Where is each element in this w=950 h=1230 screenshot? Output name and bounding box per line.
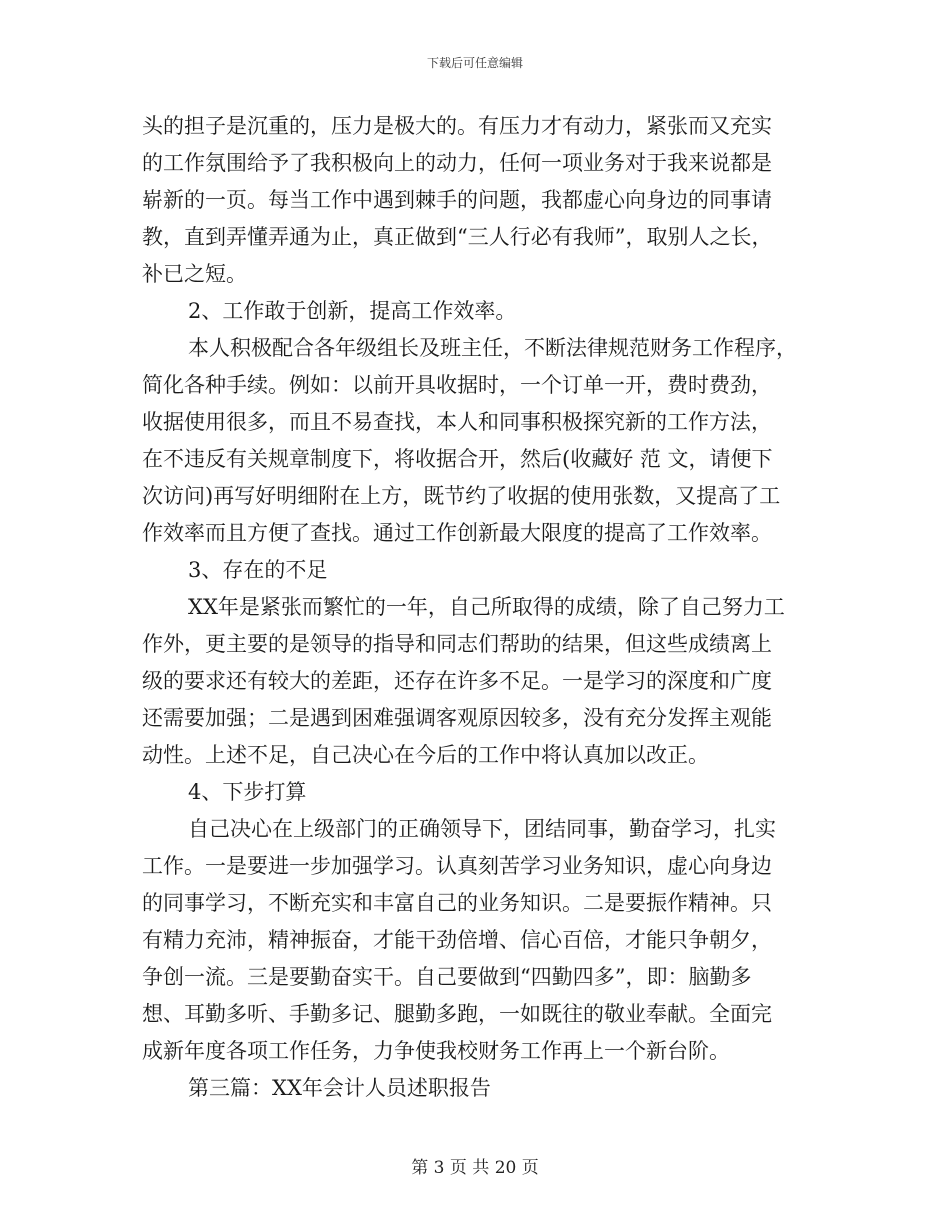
text-line: 教，直到弄懂弄通为止，真正做到“三人行必有我师”，取别人之长， (142, 225, 773, 249)
text-line: 想、耳勤多听、手勤多记、腿勤多跑，一如既往的敬业奉献。全面完 (142, 1002, 772, 1026)
text-line: 有精力充沛，精神振奋，才能干劲倍增、信心百倍，才能只争朝夕， (142, 928, 772, 952)
text-line: 还需要加强；二是遇到困难强调客观原因较多，没有充分发挥主观能 (142, 706, 772, 730)
text-line: 的同事学习，不断充实和丰富自己的业务知识。二是要振作精神。只 (142, 891, 772, 915)
text-line: 第三篇：XX年会计人员述职报告 (188, 1076, 491, 1100)
text-line: 崭新的一页。每当工作中遇到棘手的问题，我都虚心向身边的同事请 (142, 188, 772, 212)
text-line: 工作。一是要进一步加强学习。认真刻苦学习业务知识，虚心向身边 (142, 854, 772, 878)
text-line: 争创一流。三是要勤奋实干。自己要做到“四勤四多”，即：脑勤多 (142, 965, 752, 989)
text-line: 头的担子是沉重的，压力是极大的。有压力才有动力，紧张而又充实 (142, 114, 772, 138)
text-line: 补已之短。 (142, 262, 247, 286)
text-line: 本人积极配合各年级组长及班主任，不断法律规范财务工作程序， (188, 336, 797, 360)
text-line: 3、存在的不足 (188, 558, 328, 582)
text-line: 级的要求还有较大的差距，还存在许多不足。一是学习的深度和广度 (142, 669, 772, 693)
text-line: 收据使用很多，而且不易查找，本人和同事积极探究新的工作方法， (142, 410, 772, 434)
text-line: 作外，更主要的是领导的指导和同志们帮助的结果，但这些成绩离上 (142, 632, 772, 656)
text-line: 的工作氛围给予了我积极向上的动力，任何一项业务对于我来说都是 (142, 151, 772, 175)
text-line: 成新年度各项工作任务，力争使我校财务工作再上一个新台阶。 (142, 1039, 730, 1063)
text-line: XX年是紧张而繁忙的一年，自己所取得的成绩，除了自己努力工 (188, 595, 785, 619)
text-line: 自己决心在上级部门的正确领导下，团结同事，勤奋学习，扎实 (188, 817, 776, 841)
page-footer: 第 3 页 共 20 页 (411, 1158, 539, 1178)
text-line: 作效率而且方便了查找。通过工作创新最大限度的提高了工作效率。 (142, 521, 772, 545)
document-body (142, 108, 808, 1107)
text-line: 简化各种手续。例如：以前开具收据时，一个订单一开，费时费劲， (142, 373, 772, 397)
text-line: 动性。上述不足，自己决心在今后的工作中将认真加以改正。 (142, 743, 709, 767)
text-line: 4、下步打算 (188, 780, 307, 804)
page-header: 下载后可任意编辑 (426, 56, 523, 70)
text-line: 2、工作敢于创新，提高工作效率。 (188, 299, 517, 323)
text-line: 在不违反有关规章制度下，将收据合开，然后(收藏好 范 文，请便下 (142, 447, 773, 471)
text-line: 次访问)再写好明细附在上方，既节约了收据的使用张数，又提高了工 (142, 484, 781, 508)
